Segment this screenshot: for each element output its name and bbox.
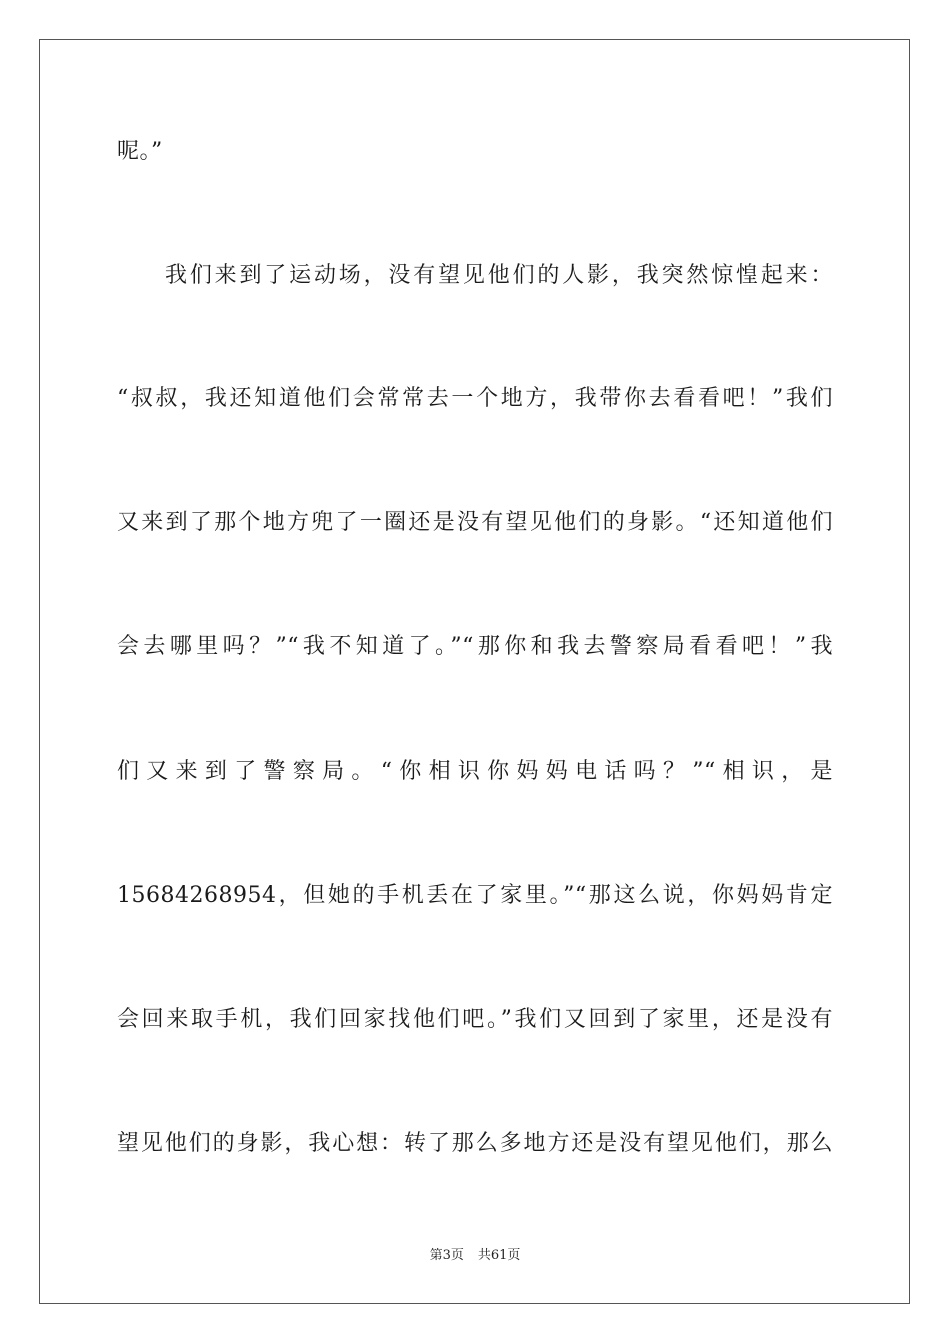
page-total: 共61页: [477, 1248, 521, 1263]
text-line-1: 呢。”: [117, 139, 163, 164]
page-footer: [0, 1247, 950, 1265]
text-line-2: 我们来到了运动场，没有望见他们的人影，我突然惊惶起来：: [165, 263, 833, 288]
text-line-6: 们又来到了警察局。“你相识你妈妈电话吗？”“相识，是: [117, 759, 833, 784]
text-line-3: “叔叔，我还知道他们会常常去一个地方，我带你去看看吧！”我们: [117, 386, 833, 411]
text-line-4: 又来到了那个地方兜了一圈还是没有望见他们的身影。“还知道他们: [117, 510, 833, 535]
text-line-9: 望见他们的身影，我心想：转了那么多地方还是没有望见他们，那么: [117, 1131, 833, 1156]
page-border: [39, 39, 910, 1304]
text-line-7: 15684268954，但她的手机丢在了家里。”“那这么说，你妈妈肯定: [117, 883, 833, 908]
page-number: 第3页: [429, 1248, 464, 1263]
text-line-5: 会去哪里吗？”“我不知道了。”“那你和我去警察局看看吧！”我: [117, 634, 833, 659]
text-line-8: 会回来取手机，我们回家找他们吧。”我们又回到了家里，还是没有: [117, 1007, 833, 1032]
